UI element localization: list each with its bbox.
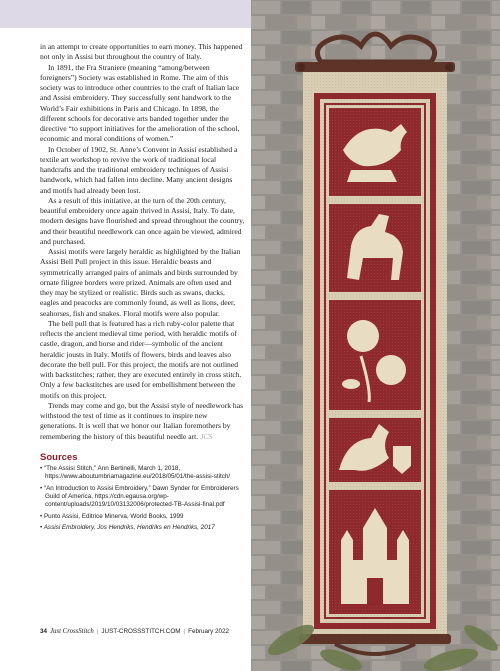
- article-column: [40, 42, 245, 536]
- article-body: [40, 42, 245, 442]
- source-item: • “The Assisi Stitch,” Ann Bertinelli, March 1, 2018, https://www.aboutumbriamagazine.eu/2018/05/01/the-assisi-stitch/: [40, 465, 245, 482]
- bird-motif: [329, 108, 421, 196]
- dragon-motif: [329, 418, 421, 482]
- sources-heading: Sources: [40, 451, 78, 463]
- paragraph: in an attempt to create opportunities to earn money. This happened not only in Assisi but throughout the country of Italy.: [40, 42, 243, 62]
- sources-section: [40, 452, 245, 533]
- paragraph: In October of 1902, St. Anne’s Convent in Assisi established a textile art workshop to revive the work of traditional local handcrafts and the traditional embroidery techniques of Assisi handwork, which had fallen into decline. Many ancient designs and motifs had already been lost.: [40, 144, 238, 195]
- castle-motif: [329, 490, 421, 614]
- source-item: • “An Introduction to Assisi Embroidery,” Dawn Synder for Embroiderers Guild of America, https://cdn.egausa.org/wp-content/uploads/2019/10/03132006/protected-TB-Assisi-final.pdf: [40, 485, 245, 510]
- paragraph: Assisi motifs were largely heraldic as highlighted by the Italian Assisi Bell Pull project in this issue. Heraldic beasts and symmetrically arranged pairs of animals and birds surrounded by ornate filigree borders were prized. Animals are often used and they may be stylized or realistic. Birds such as swans, ducks, eagles and peacocks are commonly found, as well as lions, deer, seahorses, fish and snakes. Floral motifs were also popular.: [40, 247, 241, 318]
- sources-list: [40, 465, 245, 533]
- page-number: 34: [40, 628, 48, 635]
- rose-motif: [329, 300, 421, 410]
- magazine-name: Just CrossStitch: [50, 628, 94, 635]
- bell-pull-illustration: [251, 0, 500, 671]
- website: JUST-CROSSSTITCH.COM: [101, 628, 181, 635]
- horse-rider-motif: [329, 204, 421, 292]
- footer-divider: |: [96, 628, 99, 635]
- footer-divider: |: [183, 628, 186, 635]
- paragraph: As a result of this initiative, at the turn of the 20th century, beautiful embroidery once again thrived in Assisi, Italy. To date, modern designs have flourished and spread throughout the country, and their beautiful needlework can once again be viewed, admired and purchased.: [40, 195, 245, 246]
- source-item: • Punto Assisi, Editrice Minerva, World Books, 1999: [40, 513, 245, 521]
- page-footer: [40, 628, 229, 635]
- source-item: • Assisi Embroidery, Jos Hendriks, Hendriks en Hendriks, 2017: [40, 524, 245, 532]
- issue-date: February 2022: [188, 628, 230, 635]
- last-paragraph: [40, 401, 245, 442]
- bell-pull-photo: [251, 0, 500, 671]
- last-paragraph-text: Trends may come and go, but the Assisi style of needlework has withstood the test of time as it continues to inspire new generations. It is well that we honor our Italian foremothers by remembering the history of this beautiful needle art.: [40, 400, 244, 441]
- end-mark: JCS: [200, 431, 213, 441]
- paragraph: In 1891, the Fra Straniere (meaning “among/between foreigners”) Society was established in Rome. The aim of this society was to introduce other countries to the craft of Italian lace and Assisi embroidery. They successfully sent handwork to the World’s Fair exhibitions in Paris and Chicago. In 1898, the different schools for decorative arts banded together under the directive “to support initiatives for the amelioration of the school, economic and moral conditions of women.”: [40, 62, 240, 144]
- paragraph: The bell pull that is featured has a rich ruby-color palette that reflects the ancient medieval time period, with heraldic motifs of castle, dragon, and horse and rider—symbolic of the ancient heraldic jousts in Italy. Motifs of flowers, birds and leaves also decorate the bell pull. For this project, the motifs are not outlined with backstitches; rather, they are executed entirely in cross stitch. Only a few backstitches are used for embellishment between the motifs on this project.: [40, 318, 242, 400]
